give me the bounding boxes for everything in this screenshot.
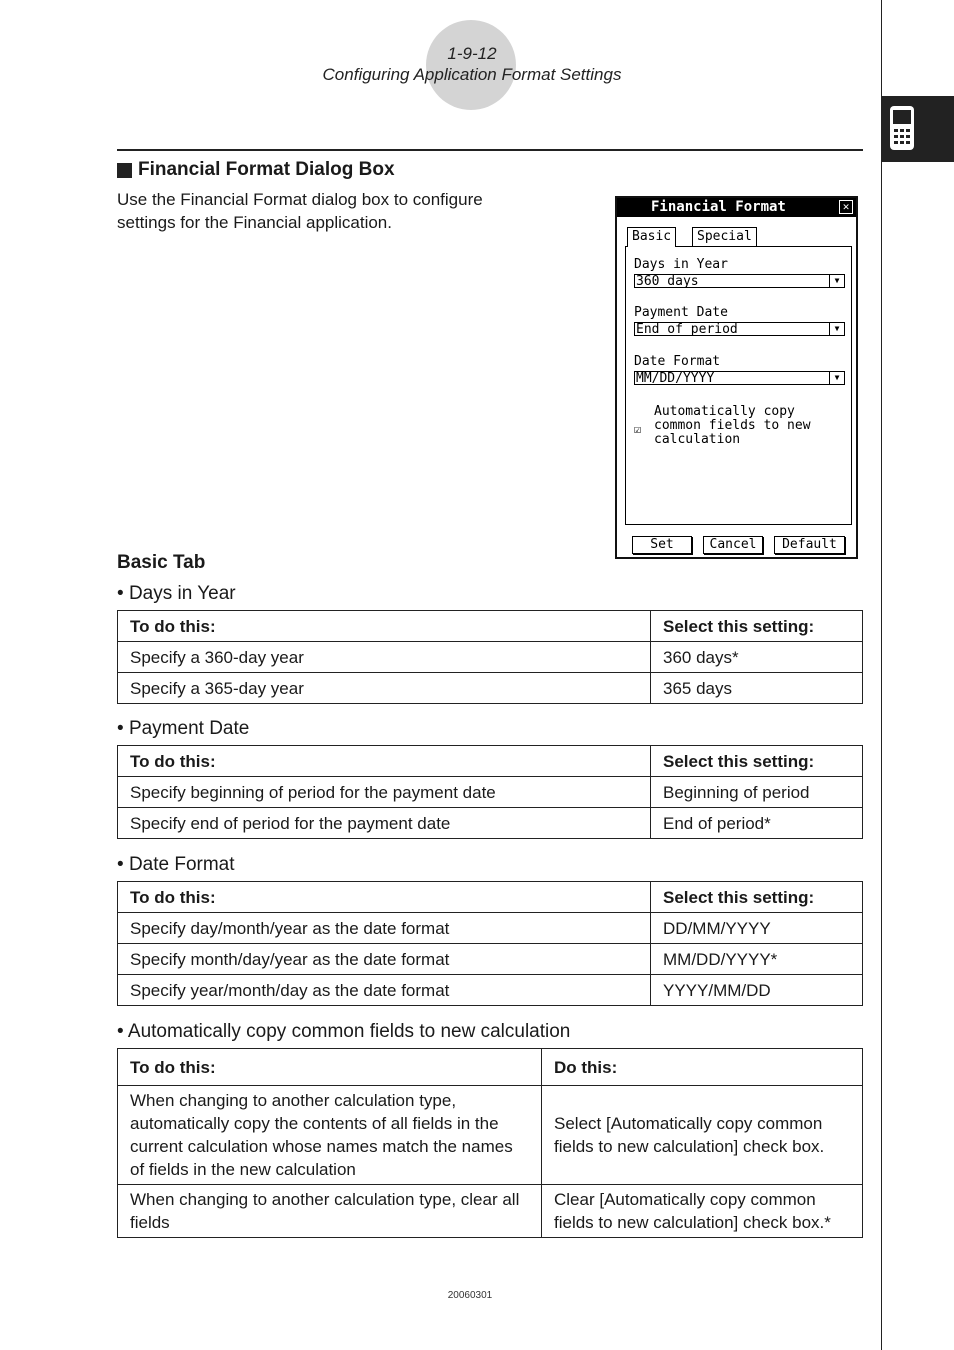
- date-format-bullet: • Date Format: [117, 854, 235, 875]
- calculator-icon: [889, 105, 915, 151]
- square-bullet-icon: [117, 163, 132, 178]
- payment-date-value: End of period: [636, 322, 738, 337]
- table-header-row: [118, 882, 863, 913]
- days-in-year-bullet: • Days in Year: [117, 583, 236, 604]
- date-format-value: MM/DD/YYYY: [636, 371, 715, 386]
- date-format-select[interactable]: [634, 371, 845, 385]
- auto-copy-table: [117, 1048, 863, 1238]
- close-icon[interactable]: ✕: [839, 200, 853, 214]
- tab-special[interactable]: Special: [692, 227, 757, 246]
- days-in-year-table: [117, 610, 863, 704]
- bullet-text: Payment Date: [128, 718, 250, 739]
- table-cell: Clear [Automatically copy common fields to new calculation] check box.*: [542, 1185, 863, 1238]
- table-row: [118, 808, 863, 839]
- table-header-row: [118, 611, 863, 642]
- checkbox-label-line: calculation: [654, 432, 741, 447]
- table-row: [118, 913, 863, 944]
- dropdown-arrow-icon[interactable]: ▼: [829, 372, 844, 384]
- table-cell: Specify a 365-day year: [118, 673, 651, 704]
- table-cell: 365 days: [651, 673, 863, 704]
- payment-date-table: [117, 745, 863, 839]
- checkbox-label-line: Automatically copy: [654, 404, 795, 419]
- table-header-cell: To do this:: [118, 882, 651, 913]
- auto-copy-checkbox-label: [654, 405, 811, 447]
- table-cell: Specify day/month/year as the date format: [118, 913, 651, 944]
- table-cell: Beginning of period: [651, 777, 863, 808]
- right-margin-rule: [881, 0, 882, 1350]
- bullet-text: Automatically copy common fields to new calculation: [127, 1021, 571, 1042]
- table-row: [118, 944, 863, 975]
- auto-copy-checkbox[interactable]: ☑: [634, 422, 642, 436]
- dropdown-arrow-icon[interactable]: ▼: [829, 323, 844, 335]
- table-row: [118, 1086, 863, 1185]
- date-format-label: Date Format: [634, 354, 721, 369]
- table-cell: MM/DD/YYYY*: [651, 944, 863, 975]
- table-cell: Specify month/day/year as the date format: [118, 944, 651, 975]
- basic-tab-panel: [625, 246, 852, 525]
- table-cell: When changing to another calculation type, clear all fields: [118, 1185, 542, 1238]
- days-in-year-value: 360 days: [636, 274, 699, 289]
- table-header-cell: To do this:: [118, 746, 651, 777]
- dialog-title-bar: [617, 198, 856, 217]
- table-cell: Specify a 360-day year: [118, 642, 651, 673]
- auto-copy-bullet: • Automatically copy common fields to new calculation: [117, 1021, 571, 1042]
- table-header-cell: To do this:: [118, 611, 651, 642]
- bullet-text: Date Format: [128, 854, 235, 875]
- financial-format-dialog: [615, 196, 858, 559]
- table-header-cell: To do this:: [118, 1049, 542, 1086]
- table-header-cell: Do this:: [542, 1049, 863, 1086]
- payment-date-bullet: • Payment Date: [117, 718, 250, 739]
- bullet-text: Days in Year: [128, 583, 236, 604]
- table-cell: Specify beginning of period for the payment date: [118, 777, 651, 808]
- table-cell: When changing to another calculation type, automatically copy the contents of all fields in the current calculation whose names match the names of fields in the new calculation: [118, 1086, 542, 1185]
- dropdown-arrow-icon[interactable]: ▼: [829, 275, 844, 287]
- table-cell: YYYY/MM/DD: [651, 975, 863, 1006]
- table-header-row: [118, 746, 863, 777]
- days-in-year-label: Days in Year: [634, 257, 728, 272]
- basic-tab-heading: Basic Tab: [117, 552, 206, 573]
- table-row: [118, 1185, 863, 1238]
- set-button[interactable]: Set: [632, 536, 692, 554]
- section-title: [117, 159, 395, 181]
- footer-code: 20060301: [447, 1290, 493, 1301]
- table-cell: Select [Automatically copy common fields to new calculation] check box.: [542, 1086, 863, 1185]
- section-divider: [117, 149, 863, 151]
- table-header-cell: Select this setting:: [651, 611, 863, 642]
- page-number: 1-9-12: [447, 44, 497, 63]
- date-format-table: [117, 881, 863, 1006]
- table-row: [118, 642, 863, 673]
- cancel-button[interactable]: Cancel: [703, 536, 763, 554]
- table-header-row: [118, 1049, 863, 1086]
- days-in-year-select[interactable]: [634, 274, 845, 288]
- table-header-cell: Select this setting:: [651, 882, 863, 913]
- table-header-cell: Select this setting:: [651, 746, 863, 777]
- payment-date-label: Payment Date: [634, 305, 728, 320]
- table-cell: Specify year/month/day as the date format: [118, 975, 651, 1006]
- checkbox-label-line: common fields to new: [654, 418, 811, 433]
- tab-basic[interactable]: Basic: [627, 227, 676, 247]
- table-cell: DD/MM/YYYY: [651, 913, 863, 944]
- chapter-title: Configuring Application Format Settings: [322, 65, 622, 84]
- table-row: [118, 975, 863, 1006]
- section-title-text: Financial Format Dialog Box: [138, 159, 395, 180]
- table-row: [118, 673, 863, 704]
- intro-paragraph: Use the Financial Format dialog box to configure settings for the Financial application.: [117, 190, 483, 232]
- table-cell: Specify end of period for the payment date: [118, 808, 651, 839]
- default-button[interactable]: Default: [774, 536, 845, 554]
- table-cell: 360 days*: [651, 642, 863, 673]
- table-row: [118, 777, 863, 808]
- dialog-title: Financial Format: [651, 199, 786, 215]
- payment-date-select[interactable]: [634, 322, 845, 336]
- chapter-side-tab: [882, 96, 954, 162]
- table-cell: End of period*: [651, 808, 863, 839]
